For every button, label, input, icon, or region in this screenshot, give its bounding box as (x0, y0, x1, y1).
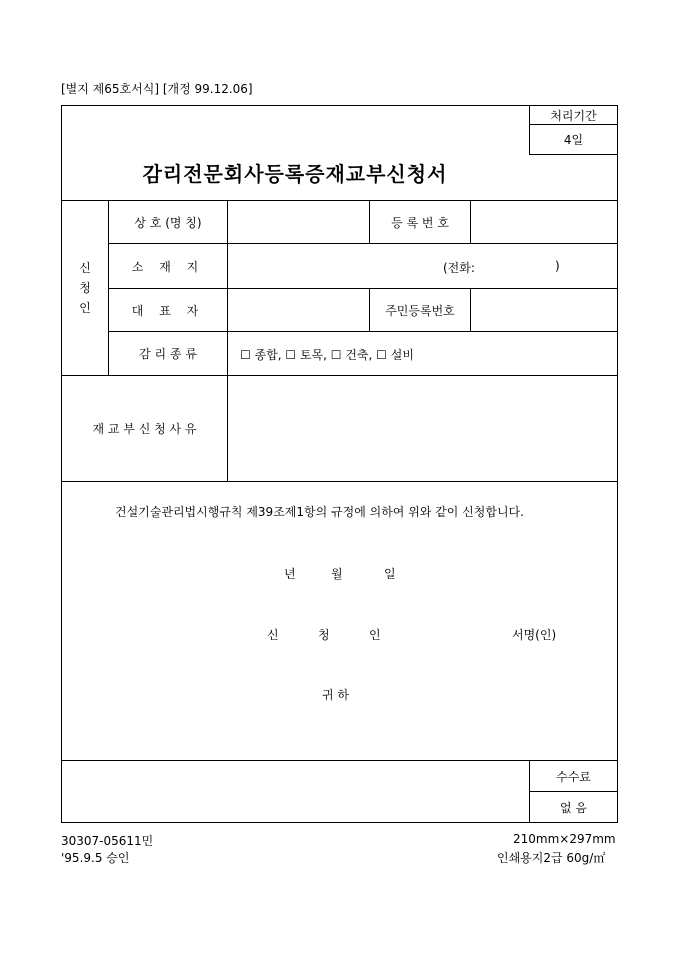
phone-field[interactable] (490, 252, 552, 280)
representative-label: 대 표 자 (131, 303, 205, 318)
supervision-category-label: 감 리 종 류 (139, 347, 197, 361)
addressee-label: 귀 하 (322, 688, 349, 702)
resident-number-field[interactable] (472, 290, 616, 330)
date-year-label: 년 (284, 567, 296, 581)
registration-number-label: 등 록 번 호 (391, 215, 449, 230)
date-month-label: 월 (331, 567, 343, 581)
applicant-sign-char-2: 청 (318, 628, 330, 642)
paper-size: 210mm×297mm (513, 832, 616, 846)
date-day-label: 일 (384, 567, 396, 581)
form-code: 30307-05611민 (61, 834, 154, 848)
supervision-category-options[interactable]: ☐ 종합, ☐ 토목, ☐ 건축, ☐ 설비 (240, 348, 414, 362)
address-label: 소 재 지 (131, 259, 205, 274)
registration-number-field[interactable] (472, 202, 616, 242)
address-field[interactable] (229, 245, 439, 287)
processing-period-label: 처리기간 (550, 108, 597, 123)
fee-value: 없 음 (560, 800, 587, 815)
paper-spec: 인쇄용지2급 60g/㎡ (497, 851, 606, 865)
applicant-section-label: 신 청 인 (79, 261, 91, 315)
form-title: 감리전문회사등록증재교부신청서 (142, 161, 448, 186)
trade-name-field[interactable] (229, 202, 367, 242)
resident-number-label: 주민등록번호 (385, 303, 455, 318)
applicant-sign-char-3: 인 (369, 628, 381, 642)
processing-period-value: 4일 (563, 133, 584, 147)
trade-name-label: 상 호 (명 칭) (134, 215, 202, 230)
declaration-statement: 건설기술관리법시행규칙 제39조제1항의 규정에 의하여 위와 같이 신청합니다. (115, 505, 524, 519)
signature-label: 서명(인) (512, 628, 557, 642)
phone-close: ) (555, 259, 560, 273)
phone-label: (전화: (443, 261, 475, 275)
reissue-reason-field[interactable] (229, 377, 616, 480)
form-reference: [별지 제65호서식] [개정 99.12.06] (61, 82, 253, 96)
applicant-sign-char-1: 신 (267, 628, 279, 642)
fee-label: 수수료 (556, 769, 591, 784)
reissue-reason-label: 재 교 부 신 청 사 유 (92, 422, 197, 436)
approval-date: '95.9.5 승인 (61, 851, 130, 865)
representative-field[interactable] (229, 290, 367, 330)
